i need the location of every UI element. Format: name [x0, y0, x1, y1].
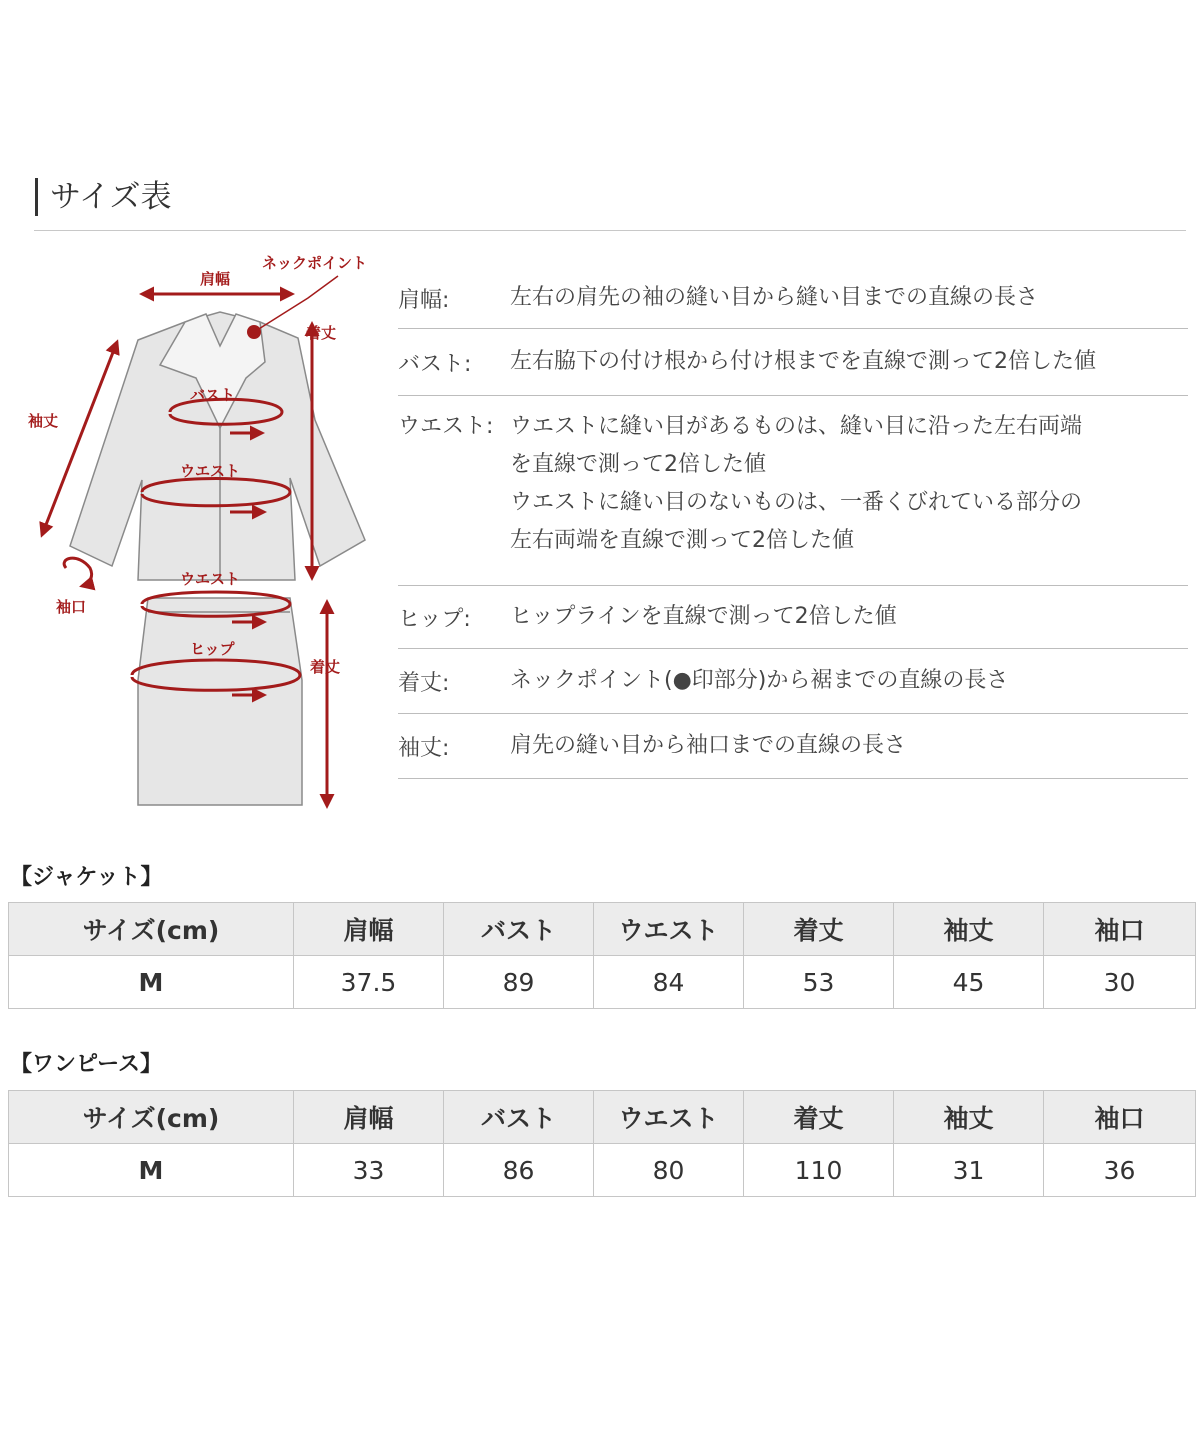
neck-point-dot	[247, 325, 261, 339]
label-hip: ヒップ	[190, 640, 235, 658]
value-cell: 86	[444, 1144, 594, 1197]
definition-text: ウエストに縫い目があるものは、縫い目に沿った左右両端	[510, 414, 1083, 439]
measurement-definitions	[398, 268, 1188, 779]
column-header: バスト	[444, 1091, 594, 1144]
value-cell: 33	[294, 1144, 444, 1197]
definition-term: 着丈:	[398, 670, 450, 696]
page-title: サイズ表	[35, 178, 172, 216]
column-header: 袖丈	[894, 1091, 1044, 1144]
column-header: サイズ(cm)	[9, 1091, 294, 1144]
value-cell: 37.5	[294, 956, 444, 1009]
value-cell: 45	[894, 956, 1044, 1009]
definition-term: 肩幅:	[398, 287, 450, 313]
definition-row	[398, 268, 1188, 329]
definition-row	[398, 329, 1188, 396]
definition-text: 肩先の縫い目から袖口までの直線の長さ	[510, 733, 907, 758]
value-cell: 31	[894, 1144, 1044, 1197]
label-sleeve: 袖丈	[28, 412, 59, 430]
label-bust: バスト	[190, 386, 236, 404]
definition-text: ネックポイント(●印部分)から裾までの直線の長さ	[510, 668, 1009, 693]
column-header: サイズ(cm)	[9, 903, 294, 956]
definition-row	[398, 396, 1188, 586]
definition-text: 左右の肩先の袖の縫い目から縫い目までの直線の長さ	[510, 285, 1039, 310]
jacket-size-table	[8, 902, 1196, 1009]
table-header-row	[9, 903, 1196, 956]
column-header: 袖丈	[894, 903, 1044, 956]
dress-outline	[138, 598, 302, 805]
definition-row	[398, 714, 1188, 779]
definition-term: 袖丈:	[398, 735, 450, 761]
definition-term: ウエスト:	[398, 414, 494, 439]
definition-text: ヒップラインを直線で測って2倍した値	[510, 604, 897, 629]
value-cell: 80	[594, 1144, 744, 1197]
label-shoulder: 肩幅	[200, 270, 231, 288]
jacket-table-heading: 【ジャケット】	[10, 865, 163, 890]
column-header: ウエスト	[594, 1091, 744, 1144]
dress-table-heading: 【ワンピース】	[10, 1052, 163, 1077]
label-waist-top: ウエスト	[180, 462, 241, 480]
label-cuff: 袖口	[56, 598, 87, 616]
title-divider	[34, 230, 1186, 231]
column-header: ウエスト	[594, 903, 744, 956]
value-cell: 84	[594, 956, 744, 1009]
value-cell: 89	[444, 956, 594, 1009]
column-header: 袖口	[1044, 1091, 1196, 1144]
column-header: 着丈	[744, 1091, 894, 1144]
definition-text: を直線で測って2倍した値	[510, 452, 766, 477]
value-cell: 53	[744, 956, 894, 1009]
definition-text: 左右脇下の付け根から付け根までを直線で測って2倍した値	[510, 349, 1096, 374]
value-cell: 36	[1044, 1144, 1196, 1197]
dress-size-table	[8, 1090, 1196, 1197]
definition-text: ウエストに縫い目のないものは、一番くびれている部分の	[510, 490, 1083, 515]
table-row	[9, 1144, 1196, 1197]
label-length-bottom: 着丈	[310, 658, 341, 676]
label-neck-point: ネックポイント	[262, 254, 368, 272]
definition-row	[398, 586, 1188, 649]
definition-term: ヒップ:	[398, 606, 471, 632]
value-cell: 110	[744, 1144, 894, 1197]
label-length-top: 着丈	[306, 324, 337, 342]
value-cell: 30	[1044, 956, 1196, 1009]
column-header: 袖口	[1044, 903, 1196, 956]
column-header: 肩幅	[294, 1091, 444, 1144]
column-header: 肩幅	[294, 903, 444, 956]
definition-text: 左右両端を直線で測って2倍した値	[510, 528, 854, 553]
definition-row	[398, 649, 1188, 714]
size-cell: M	[9, 1144, 294, 1197]
size-cell: M	[9, 956, 294, 1009]
column-header: 着丈	[744, 903, 894, 956]
definition-term: バスト:	[398, 351, 472, 377]
measurement-diagram	[20, 250, 390, 820]
column-header: バスト	[444, 903, 594, 956]
table-header-row	[9, 1091, 1196, 1144]
table-row	[9, 956, 1196, 1009]
label-waist-bottom: ウエスト	[180, 570, 241, 588]
